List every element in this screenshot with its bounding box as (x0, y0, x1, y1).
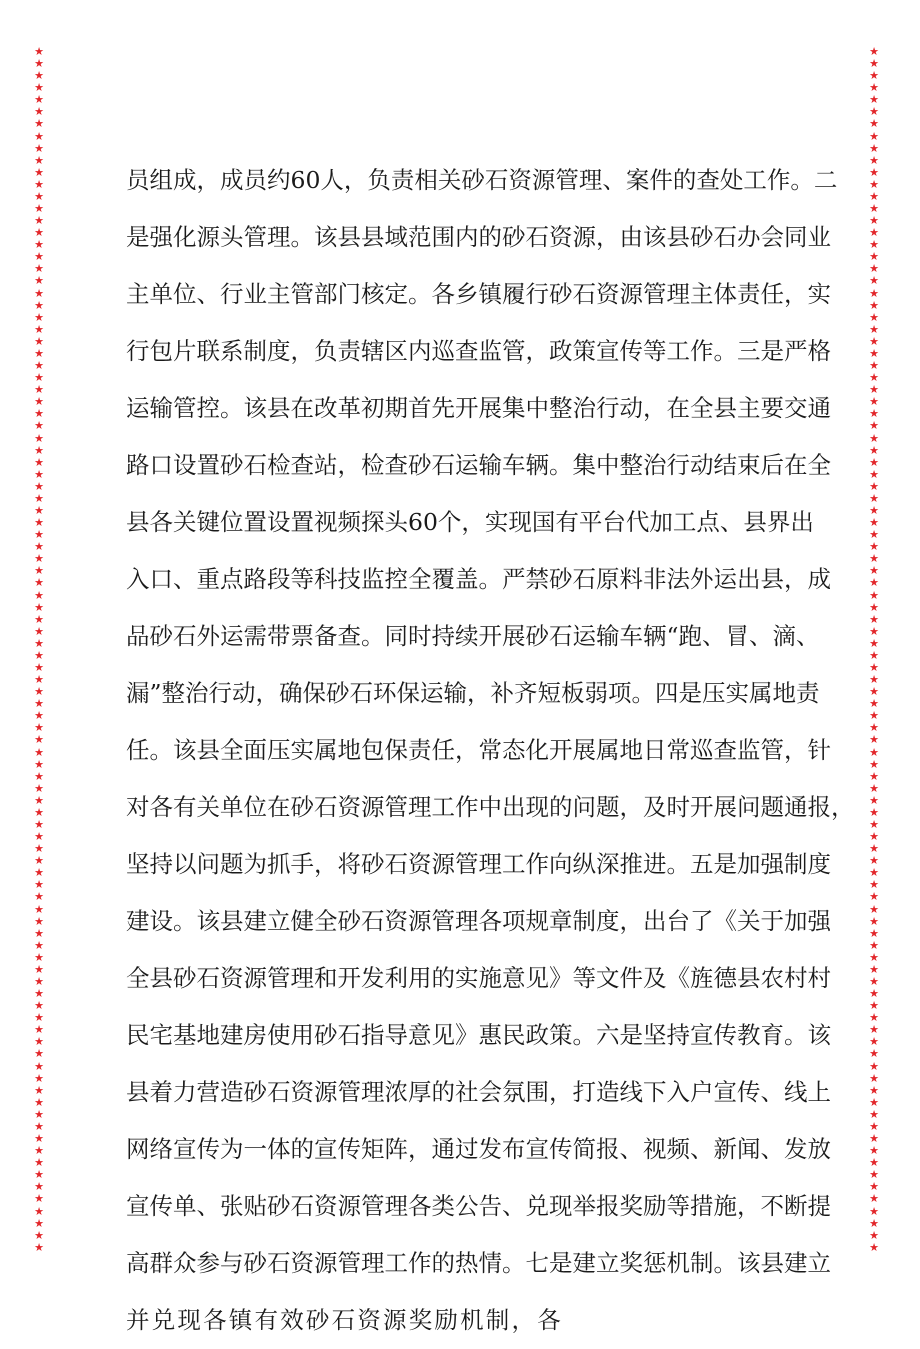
star-icon: ★ (869, 1035, 879, 1049)
star-icon: ★ (869, 733, 879, 747)
star-icon: ★ (869, 419, 879, 433)
star-icon: ★ (869, 165, 879, 179)
paragraph-line: 入口、重点路段等科技监控全覆盖。严禁砂石原料非法外运出县，成 (126, 565, 831, 593)
star-icon: ★ (34, 455, 44, 469)
paragraph-line: 全县砂石资源管理和开发利用的实施意见》等文件及《旌德县农村村 (126, 964, 831, 992)
star-icon: ★ (34, 1168, 44, 1182)
star-icon: ★ (34, 999, 44, 1013)
star-icon: ★ (34, 1132, 44, 1146)
paragraph-line: 行包片联系制度，负责辖区内巡查监管，政策宣传等工作。三是严格 (126, 337, 831, 365)
star-icon: ★ (34, 564, 44, 578)
star-icon: ★ (869, 552, 879, 566)
star-icon: ★ (34, 57, 44, 71)
star-icon: ★ (34, 1192, 44, 1206)
star-icon: ★ (869, 576, 879, 590)
star-icon: ★ (34, 528, 44, 542)
star-icon: ★ (34, 322, 44, 336)
star-icon: ★ (34, 250, 44, 264)
star-icon: ★ (34, 1204, 44, 1218)
star-icon: ★ (869, 854, 879, 868)
star-icon: ★ (869, 262, 879, 276)
star-icon: ★ (34, 1011, 44, 1025)
star-icon: ★ (34, 878, 44, 892)
star-icon: ★ (869, 298, 879, 312)
star-icon: ★ (869, 491, 879, 505)
star-icon: ★ (869, 866, 879, 880)
star-icon: ★ (34, 334, 44, 348)
star-icon: ★ (869, 685, 879, 699)
star-icon: ★ (34, 286, 44, 300)
star-icon: ★ (34, 987, 44, 1001)
star-icon: ★ (869, 431, 879, 445)
star-icon: ★ (34, 1023, 44, 1037)
star-icon: ★ (869, 818, 879, 831)
star-icon: ★ (34, 46, 44, 58)
star-icon: ★ (869, 93, 879, 107)
star-icon: ★ (869, 528, 879, 542)
star-icon: ★ (869, 636, 879, 650)
star-icon: ★ (869, 395, 879, 409)
star-icon: ★ (869, 745, 879, 759)
star-icon: ★ (34, 697, 44, 711)
paragraph-line: 建设。该县建立健全砂石资源管理各项规章制度，出台了《关于加强 (126, 907, 831, 935)
star-icon: ★ (34, 189, 44, 203)
star-icon: ★ (34, 516, 44, 530)
star-icon: ★ (34, 69, 44, 83)
star-icon: ★ (869, 648, 879, 662)
star-icon: ★ (869, 697, 879, 711)
star-icon: ★ (869, 540, 879, 554)
star-icon: ★ (34, 842, 44, 856)
star-icon: ★ (869, 1047, 879, 1061)
star-icon: ★ (869, 781, 879, 795)
star-icon: ★ (869, 226, 879, 240)
star-icon: ★ (869, 1095, 879, 1109)
star-icon: ★ (34, 383, 44, 397)
star-icon: ★ (869, 950, 879, 964)
star-icon: ★ (869, 81, 879, 95)
star-icon: ★ (869, 890, 879, 904)
star-icon: ★ (869, 153, 879, 167)
paragraph-line: 任。该县全面压实属地包保责任，常态化开展属地日常巡查监管，针 (126, 736, 831, 764)
star-icon: ★ (34, 636, 44, 650)
paragraph-line: 宣传单、张贴砂石资源管理各类公告、兑现举报奖励等措施，不断提 (126, 1192, 831, 1220)
star-icon: ★ (869, 1119, 879, 1133)
star-icon: ★ (34, 721, 44, 735)
star-icon: ★ (34, 745, 44, 759)
star-icon: ★ (34, 576, 44, 590)
star-icon: ★ (869, 1156, 879, 1170)
star-icon: ★ (869, 1204, 879, 1218)
paragraph-line: 品砂石外运需带票备查。同时持续开展砂石运输车辆“跑、冒、滴、 (126, 622, 820, 650)
star-icon: ★ (869, 757, 879, 771)
star-icon: ★ (34, 938, 44, 952)
star-icon: ★ (34, 202, 44, 216)
star-icon: ★ (869, 189, 879, 203)
star-icon: ★ (34, 443, 44, 457)
left-star-border (32, 46, 46, 1254)
star-icon: ★ (34, 81, 44, 95)
star-icon: ★ (34, 1180, 44, 1194)
star-icon: ★ (869, 962, 879, 976)
star-icon: ★ (34, 818, 44, 831)
star-icon: ★ (34, 902, 44, 916)
star-icon: ★ (869, 624, 879, 638)
star-icon: ★ (34, 262, 44, 276)
paragraph-line: 路口设置砂石检查站，检查砂石运输车辆。集中整治行动结束后在全 (126, 451, 831, 479)
star-icon: ★ (869, 371, 879, 385)
star-icon: ★ (34, 359, 44, 373)
star-icon: ★ (869, 588, 879, 602)
star-icon: ★ (34, 660, 44, 674)
star-icon: ★ (869, 938, 879, 952)
star-icon: ★ (34, 1144, 44, 1158)
star-icon: ★ (869, 999, 879, 1013)
star-icon: ★ (34, 298, 44, 312)
star-icon: ★ (34, 600, 44, 614)
star-icon: ★ (869, 721, 879, 735)
star-icon: ★ (34, 1035, 44, 1049)
star-icon: ★ (869, 455, 879, 469)
star-icon: ★ (34, 1228, 44, 1242)
star-icon: ★ (869, 516, 879, 530)
star-icon: ★ (34, 419, 44, 433)
star-icon: ★ (869, 926, 879, 940)
star-icon: ★ (34, 805, 44, 819)
star-icon: ★ (869, 1240, 879, 1254)
star-icon: ★ (869, 359, 879, 373)
paragraph-line: 县各关键位置设置视频探头60个，实现国有平台代加工点、县界出 (126, 508, 814, 536)
star-icon: ★ (34, 431, 44, 445)
paragraph-line: 主单位、行业主管部门核定。各乡镇履行砂石资源管理主体责任，实 (126, 280, 831, 308)
star-icon: ★ (869, 564, 879, 578)
star-icon: ★ (34, 757, 44, 771)
star-icon: ★ (34, 769, 44, 783)
star-icon: ★ (34, 540, 44, 554)
star-icon: ★ (34, 950, 44, 964)
star-icon: ★ (34, 153, 44, 167)
star-icon: ★ (34, 274, 44, 288)
star-icon: ★ (34, 962, 44, 976)
star-icon: ★ (34, 793, 44, 807)
star-icon: ★ (869, 69, 879, 83)
star-icon: ★ (869, 177, 879, 191)
star-icon: ★ (869, 975, 879, 989)
star-icon: ★ (34, 117, 44, 131)
star-icon: ★ (869, 830, 879, 844)
star-icon: ★ (869, 805, 879, 819)
star-icon: ★ (869, 660, 879, 674)
star-icon: ★ (34, 673, 44, 687)
star-icon: ★ (34, 733, 44, 747)
star-icon: ★ (34, 1095, 44, 1109)
star-icon: ★ (34, 1071, 44, 1085)
star-icon: ★ (34, 830, 44, 844)
star-icon: ★ (869, 346, 879, 360)
star-icon: ★ (869, 1180, 879, 1194)
star-icon: ★ (869, 57, 879, 71)
paragraph-line: 对各有关单位在砂石资源管理工作中出现的问题，及时开展问题通报， (126, 793, 855, 821)
document-body (126, 152, 855, 1349)
star-icon: ★ (34, 407, 44, 421)
paragraph-line: 并兑现各镇有效砂石资源奖励机制，各 (126, 1306, 563, 1334)
star-icon: ★ (869, 322, 879, 336)
star-icon: ★ (34, 503, 44, 517)
star-icon: ★ (34, 926, 44, 940)
star-icon: ★ (869, 467, 879, 481)
star-icon: ★ (34, 1216, 44, 1230)
star-icon: ★ (869, 46, 879, 58)
star-icon: ★ (869, 479, 879, 493)
star-icon: ★ (869, 769, 879, 783)
star-icon: ★ (869, 250, 879, 264)
paragraph-line: 民宅基地建房使用砂石指导意见》惠民政策。六是坚持宣传教育。该 (126, 1021, 831, 1049)
star-icon: ★ (34, 177, 44, 191)
star-icon: ★ (869, 1192, 879, 1206)
star-icon: ★ (34, 226, 44, 240)
star-icon: ★ (34, 93, 44, 107)
star-icon: ★ (869, 673, 879, 687)
star-icon: ★ (869, 443, 879, 457)
paragraph-line: 运输管控。该县在改革初期首先开展集中整治行动，在全县主要交通 (126, 394, 831, 422)
star-icon: ★ (869, 878, 879, 892)
star-icon: ★ (869, 842, 879, 856)
star-icon: ★ (869, 238, 879, 252)
star-icon: ★ (869, 987, 879, 1001)
star-icon: ★ (34, 588, 44, 602)
paragraph-line: 漏”整治行动，确保砂石环保运输，补齐短板弱项。四是压实属地责 (126, 679, 820, 707)
paragraph-line: 是强化源头管理。该县县域范围内的砂石资源，由该县砂石办会同业 (126, 223, 831, 251)
star-icon: ★ (869, 1216, 879, 1230)
star-icon: ★ (34, 866, 44, 880)
paragraph-line: 坚持以问题为抓手，将砂石资源管理工作向纵深推进。五是加强制度 (126, 850, 831, 878)
star-icon: ★ (34, 310, 44, 324)
star-icon: ★ (869, 1144, 879, 1158)
star-icon: ★ (869, 129, 879, 143)
star-icon: ★ (34, 165, 44, 179)
star-icon: ★ (34, 890, 44, 904)
star-icon: ★ (34, 914, 44, 928)
star-icon: ★ (869, 612, 879, 626)
star-icon: ★ (34, 1156, 44, 1170)
star-icon: ★ (34, 129, 44, 143)
star-icon: ★ (869, 709, 879, 723)
star-icon: ★ (34, 1083, 44, 1097)
star-icon: ★ (869, 1083, 879, 1097)
star-icon: ★ (869, 600, 879, 614)
star-icon: ★ (34, 1107, 44, 1121)
star-icon: ★ (34, 648, 44, 662)
paragraph-line: 高群众参与砂石资源管理工作的热情。七是建立奖惩机制。该县建立 (126, 1249, 831, 1277)
star-icon: ★ (34, 214, 44, 228)
star-icon: ★ (869, 407, 879, 421)
star-icon: ★ (34, 685, 44, 699)
star-icon: ★ (34, 395, 44, 409)
star-icon: ★ (34, 346, 44, 360)
star-icon: ★ (34, 141, 44, 155)
star-icon: ★ (869, 914, 879, 928)
paragraph-line: 员组成，成员约60人，负责相关砂石资源管理、案件的查处工作。二 (126, 166, 838, 194)
star-icon: ★ (34, 1047, 44, 1061)
star-icon: ★ (869, 1071, 879, 1085)
star-icon: ★ (34, 612, 44, 626)
star-icon: ★ (869, 1059, 879, 1073)
star-icon: ★ (34, 854, 44, 868)
star-icon: ★ (869, 1228, 879, 1242)
star-icon: ★ (34, 491, 44, 505)
star-icon: ★ (34, 975, 44, 989)
star-icon: ★ (869, 1107, 879, 1121)
star-icon: ★ (34, 552, 44, 566)
star-icon: ★ (869, 286, 879, 300)
star-icon: ★ (869, 202, 879, 216)
star-icon: ★ (34, 467, 44, 481)
star-icon: ★ (34, 371, 44, 385)
star-icon: ★ (869, 1011, 879, 1025)
star-icon: ★ (34, 479, 44, 493)
star-icon: ★ (34, 105, 44, 119)
star-icon: ★ (869, 793, 879, 807)
star-icon: ★ (34, 1240, 44, 1254)
star-icon: ★ (869, 334, 879, 348)
star-icon: ★ (869, 117, 879, 131)
star-icon: ★ (869, 1023, 879, 1037)
star-icon: ★ (34, 781, 44, 795)
star-icon: ★ (34, 1119, 44, 1133)
star-icon: ★ (869, 383, 879, 397)
star-icon: ★ (869, 310, 879, 324)
right-star-border (867, 46, 881, 1254)
star-icon: ★ (869, 105, 879, 119)
star-icon: ★ (869, 1168, 879, 1182)
star-icon: ★ (34, 709, 44, 723)
star-icon: ★ (34, 238, 44, 252)
star-icon: ★ (34, 1059, 44, 1073)
star-icon: ★ (34, 624, 44, 638)
star-icon: ★ (869, 141, 879, 155)
star-icon: ★ (869, 902, 879, 916)
paragraph-line: 县着力营造砂石资源管理浓厚的社会氛围，打造线下入户宣传、线上 (126, 1078, 831, 1106)
star-icon: ★ (869, 214, 879, 228)
star-icon: ★ (869, 503, 879, 517)
paragraph-line: 网络宣传为一体的宣传矩阵，通过发布宣传简报、视频、新闻、发放 (126, 1135, 831, 1163)
star-icon: ★ (869, 274, 879, 288)
star-icon: ★ (869, 1132, 879, 1146)
